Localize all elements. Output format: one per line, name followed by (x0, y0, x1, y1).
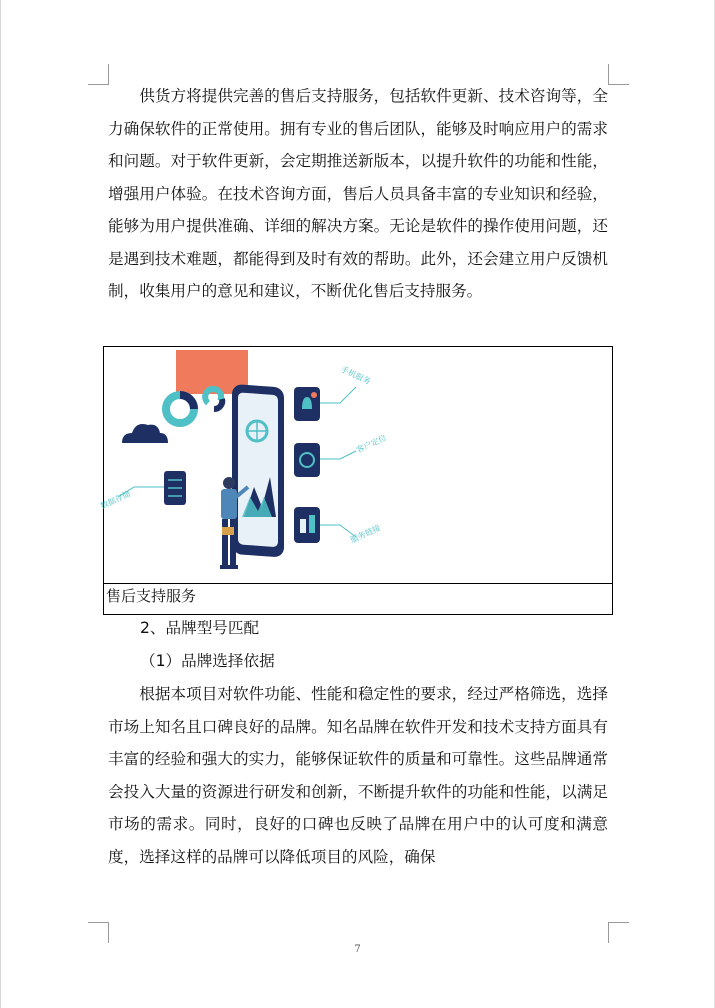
paragraph-brand-selection: 根据本项目对软件功能、性能和稳定性的要求，经过严格筛选，选择市场上知名且口碑良好的品牌。知名品牌在软件开发和技术支持方面具有丰富的经验和强大的实力，能够保证软件的质量和可靠性。这些品牌通常会投入大量的资源进行研发和创新，不断提升软件的功能和性能，以满足市场的需求。同时，良好的口碑也反映了品牌在用户中的认可度和满意度，选择这样的品牌可以降低项目的风险，确保 (108, 685, 608, 866)
subsection-heading: （1）品牌选择依据 (140, 652, 275, 670)
section-heading: 2、品牌型号匹配 (140, 619, 260, 637)
paragraph-after-sales: 供货方将提供完善的售后支持服务，包括软件更新、技术咨询等，全力确保软件的正常使用。拥有专业的售后团队，能够及时响应用户的需求和问题。对于软件更新，会定期推送新版本，以提升软件的功能和性能，增强用户体验。在技术咨询方面，售后人员具备丰富的专业知识和经验，能够为用户提供准确、详细的解决方案。无论是软件的操作使用问题，还是遇到技术难题，都能得到及时有效的帮助。此外，还会建立用户反馈机制，收集用户的意见和建议，不断优化售后支持服务。 (108, 87, 608, 300)
page-number: 7 (354, 944, 361, 955)
person-head-shape (223, 477, 235, 489)
support-illustration (99, 347, 612, 583)
label-top: 手机服务 (339, 364, 372, 387)
crop-mark-bottom-left (88, 922, 109, 943)
caption-divider (104, 583, 612, 584)
figure-table (99, 346, 613, 615)
location-icon (294, 443, 320, 477)
person-body-shape (221, 489, 237, 519)
service-icon (294, 507, 320, 543)
crop-mark-top-right (608, 64, 629, 85)
label-left: 数据存储 (99, 489, 132, 511)
page-edge-left (0, 0, 1, 1008)
crop-mark-bottom-right (608, 922, 629, 943)
phone-screen-shape (238, 392, 278, 547)
figure-image (99, 347, 612, 583)
label-low: 服务链接 (349, 523, 382, 545)
cloud-icon (122, 424, 168, 443)
figure-caption: 售后支持服务 (106, 587, 197, 605)
label-mid: 客户定位 (355, 433, 388, 455)
crop-mark-top-left (88, 64, 109, 85)
